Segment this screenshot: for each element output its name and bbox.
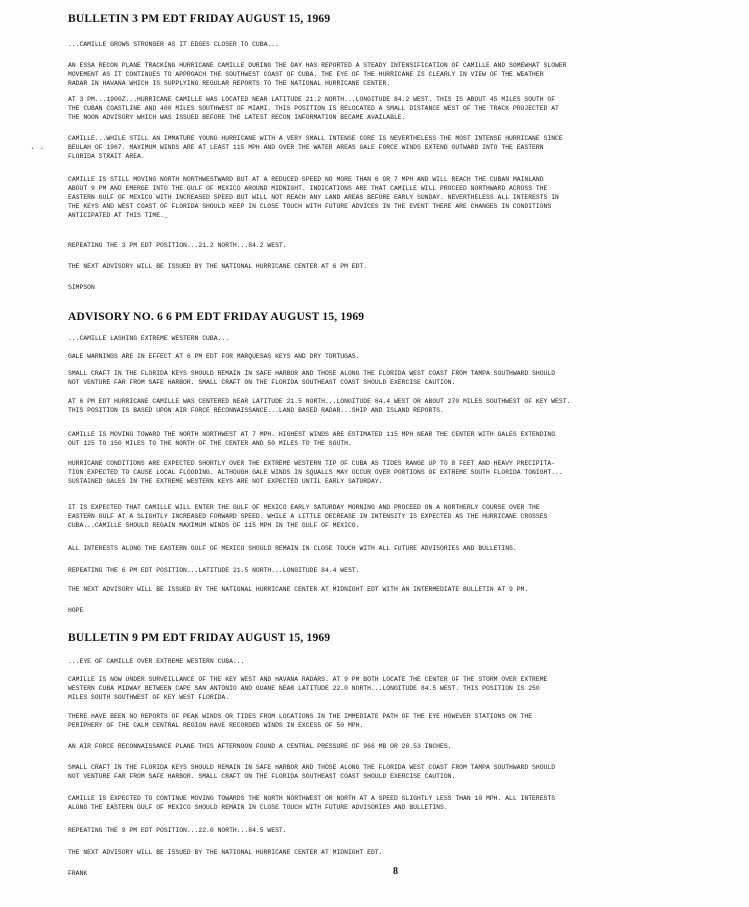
- margin-mark: . .: [30, 143, 45, 152]
- paragraph: AN AIR FORCE RECONNAISSANCE PLANE THIS AFTERNOON FOUND A CENTRAL PRESSURE OF 966 MB OR 28.53 INCHES.: [68, 743, 452, 750]
- section-heading: ADVISORY NO. 6 6 PM EDT FRIDAY AUGUST 15, 1969: [68, 311, 365, 323]
- forecaster-signature: FRANK: [68, 870, 88, 877]
- paragraph: SMALL CRAFT IN THE FLORIDA KEYS SHOULD REMAIN IN SAFE HARBOR AND THOSE ALONG THE FLORIDA WEST COAST FROM TAMPA SOUTHWARD SHOULD NOT VENTURE FAR FROM SAFE HARBOR. SMALL CRAFT ON THE FLORIDA SOUTHEAST COAST SHOULD EXERCISE CAUTION.: [68, 370, 556, 386]
- paragraph: AT 6 PM EDT HURRICANE CAMILLE WAS CENTERED NEAR LATITUDE 21.5 NORTH...LONGITUDE 84.4 WEST OR ABOUT 270 MILES SOUTHWEST OF KEY WEST. THIS POSITION IS BASED UPON AIR FORCE RECONNAISSANCE...LAND BASED RADAR...SHIP AND ISLAND REPORTS.: [68, 398, 571, 414]
- paragraph: CAMILLE IS NOW UNDER SURVEILLANCE OF THE KEY WEST AND HAVANA RADARS. AT 9 PM BOTH LOCATE THE CENTER OF THE STORM OVER EXTREME WESTERN CUBA MIDWAY BETWEEN CAPE SAN ANTONIO AND GUANE NEAR LATITUDE 22.0 NORTH...LONGITUDE 84.5 WEST. THIS POSITION IS 250 MILES SOUTH SOUTHWEST OF KEY WEST FLORIDA.: [68, 676, 548, 701]
- paragraph: REPEATING THE 6 PM EDT POSITION...LATITUDE 21.5 NORTH...LONGITUDE 84.4 WEST.: [68, 567, 360, 574]
- paragraph: THERE HAVE BEEN NO REPORTS OF PEAK WINDS OR TIDES FROM LOCATIONS IN THE IMMEDIATE PATH OF THE EYE HOWEVER STATIONS ON THE PERIPHERY OF THE CALM CENTRAL REGION HAVE RECORDED WINDS IN EXCESS OF 50 MPH.: [68, 713, 533, 729]
- paragraph: CAMILLE IS EXPECTED TO CONTINUE MOVING TOWARDS THE NORTH NORTHWEST OR NORTH AT A SPEED SLIGHTLY LESS THAN 10 MPH. ALL INTERESTS ALONG THE EASTERN GULF OF MEXICO SHOULD REMAIN IN CLOSE TOUCH WITH FUTURE ADVISORIES AND BULLETINS.: [68, 795, 556, 811]
- forecaster-signature: HOPE: [68, 607, 84, 614]
- paragraph: THE NEXT ADVISORY WILL BE ISSUED BY THE NATIONAL HURRICANE CENTER AT 6 PM EDT.: [68, 263, 368, 270]
- paragraph: IT IS EXPECTED THAT CAMILLE WILL ENTER THE GULF OF MEXICO EARLY SATURDAY MORNING AND PROCEED ON A NORTHERLY COURSE OVER THE EASTERN GULF AT A SLIGHTLY INCREASED FORWARD SPEED. WHILE A LITTLE DECREASE IN INTENSITY IS EXPECTED AS THE HURRICANE CROSSES CUBA...CAMILLE SHOULD REGAIN MAXIMUM WINDS OF 115 MPH IN THE GULF OF MEXICO.: [68, 504, 548, 529]
- paragraph: THE NEXT ADVISORY WILL BE ISSUED BY THE NATIONAL HURRICANE CENTER AT MIDNIGHT EDT WITH AN INTERMEDIATE BULLETIN AT 9 PM.: [68, 586, 529, 593]
- paragraph: CAMILLE IS STILL MOVING NORTH NORTHWESTWARD BUT AT A REDUCED SPEED NO MORE THAN 6 OR 7 MPH AND WILL REACH THE CUBAN MAINLAND ABOUT 9 PM AND EMERGE INTO THE GULF OF MEXICO AROUND MIDNIGHT. INDICATIONS ARE THAT CAMILLE WILL PROCEED NORTHWARD ACROSS THE EASTERN GULF OF MEXICO WITH INCREASED SPEED BUT WILL NOT REACH ANY LAND AREAS BEFORE EARLY SUNDAY. NEVERTHELESS ALL INTERESTS IN THE KEYS AND WEST COAST OF FLORIDA SHOULD KEEP IN CLOSE TOUCH WITH FUTURE ADVICES IN THE EVENT THERE ARE CHANGES IN CONDITIONS ANTICIPATED AT THIS TIME._: [68, 176, 559, 219]
- section-headline: ...CAMILLE GROWS STRONGER AS IT EDGES CLOSER TO CUBA...: [68, 41, 279, 48]
- paragraph: THE NEXT ADVISORY WILL BE ISSUED BY THE NATIONAL HURRICANE CENTER AT MIDNIGHT EDT.: [68, 849, 383, 856]
- paragraph: AN ESSA RECON PLANE TRACKING HURRICANE CAMILLE DURING THE DAY HAS REPORTED A STEADY INTENSIFICATION OF CAMILLE AND SOMEWHAT SLOWER MOVEMENT AS IT CONTINUES TO APPROACH THE SOUTHWEST COAST OF CUBA. THE EYE OF THE HURRICANE IS CLEARLY IN VIEW OF THE WEATHER RADAR IN HAVANA WHICH IS SUPPLYING REGULAR REPORTS TO THE NATIONAL HURRICANE CENTER.: [68, 62, 567, 87]
- paragraph: REPEATING THE 3 PM EDT POSITION...21.2 NORTH...84.2 WEST.: [68, 242, 287, 249]
- forecaster-signature: SIMPSON: [68, 284, 95, 291]
- section-headline: ...CAMILLE LASHING EXTREME WESTERN CUBA...: [68, 335, 230, 342]
- paragraph: REPEATING THE 9 PM EDT POSITION...22.0 NORTH...84.5 WEST.: [68, 827, 287, 834]
- paragraph: ALL INTERESTS ALONG THE EASTERN GULF OF MEXICO SHOULD REMAIN IN CLOSE TOUCH WITH ALL FUTURE ADVISORIES AND BULLETINS.: [68, 545, 517, 552]
- page-number: 8: [393, 866, 398, 877]
- section-headline: ...EYE OF CAMILLE OVER EXTREME WESTERN CUBA...: [68, 658, 245, 665]
- paragraph: SMALL CRAFT IN THE FLORIDA KEYS SHOULD REMAIN IN SAFE HARBOR AND THOSE ALONG THE FLORIDA WEST COAST FROM TAMPA SOUTHWARD SHOULD NOT VENTURE FAR FROM SAFE HARBOR. SMALL CRAFT ON THE FLORIDA SOUTHEAST COAST SHOULD EXERCISE CAUTION.: [68, 764, 556, 780]
- paragraph: AT 3 PM...1900Z...HURRICANE CAMILLE WAS LOCATED NEAR LATITUDE 21.2 NORTH...LONGITUDE 84.2 WEST. THIS IS ABOUT 45 MILES SOUTH OF THE CUBAN COASTLINE AND 400 MILES SOUTHWEST OF MIAMI. THIS POSITION IS RELOCATED A SMALL DISTANCE WEST OF THE TRACK PROJECTED AT THE NOON ADVISORY WHICH WAS ISSUED BEFORE THE LATEST RECON INFORMATION BECAME AVAILABLE.: [68, 96, 559, 121]
- paragraph: CAMILLE IS MOVING TOWARD THE NORTH NORTHWEST AT 7 MPH. HIGHEST WINDS ARE ESTIMATED 115 MPH NEAR THE CENTER WITH GALES EXTENDING OUT 125 TO 150 MILES TO THE NORTH OF THE CENTER AND 50 MILES TO THE SOUTH.: [68, 431, 556, 447]
- section-heading: BULLETIN 3 PM EDT FRIDAY AUGUST 15, 1969: [68, 13, 331, 25]
- paragraph: GALE WARNINGS ARE IN EFFECT AT 6 PM EDT FOR MARQUESAS KEYS AND DRY TORTUGAS.: [68, 353, 360, 360]
- paragraph: HURRICANE CONDITIONS ARE EXPECTED SHORTLY OVER THE EXTREME WESTERN TIP OF CUBA AS TIDES RANGE UP TO 8 FEET AND HEAVY PRECIPITA- TION EXPECTED TO CAUSE LOCAL FLOODING. ALTHOUGH GALE WINDS IN SQUALLS MAY OCCUR OVER PORTIONS OF EXTREME SOUTH FLORIDA TONIGHT... SUSTAINED GALES IN THE EXTREME WESTERN KEYS ARE NOT EXPECTED UNTIL EARLY SATURDAY.: [68, 460, 563, 485]
- section-heading: BULLETIN 9 PM EDT FRIDAY AUGUST 15, 1969: [68, 632, 331, 644]
- paragraph: CAMILLE...WHILE STILL AN IMMATURE YOUNG HURRICANE WITH A VERY SMALL INTENSE CORE IS NEVERTHELESS THE MOST INTENSE HURRICANE SINCE BEULAH OF 1967. MAXIMUM WINDS ARE AT LEAST 115 MPH AND OVER THE WATER AREAS GALE FORCE WINDS EXTEND OUTWARD INTO THE EASTERN FLORIDA STRAIT AREA.: [68, 135, 563, 160]
